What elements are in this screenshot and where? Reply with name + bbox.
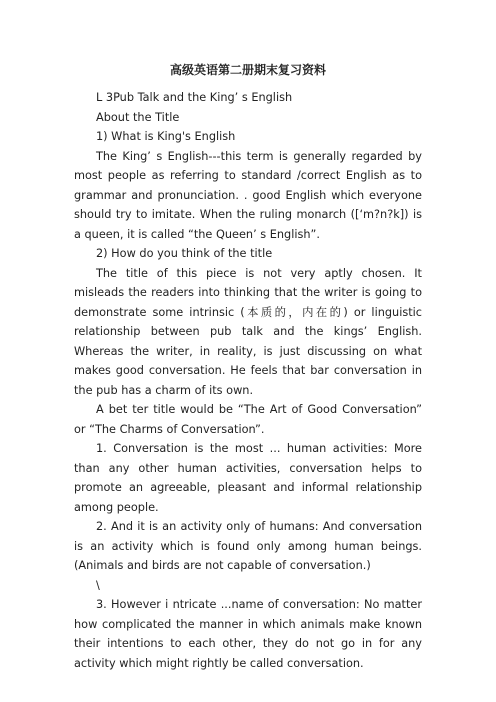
note-3-paragraph: 3. However i ntricate ...name of conversation: No matter how complicated the manner in which animals make known their intentions to each other, they do not go in for any activity which might rightly be called conversation.: [74, 598, 422, 670]
question-2-heading: 2) How do you think of the title: [96, 247, 273, 260]
lesson-heading: L 3Pub Talk and the King’ s English: [96, 91, 293, 104]
better-title-paragraph: A bet ter title would be “The Art of Good Conversation” or “The Charms of Conversation”.: [74, 403, 422, 436]
section-heading-title: About the Title: [96, 110, 180, 124]
stray-backslash: \: [96, 578, 100, 592]
title-critique-paragraph: The title of this piece is not very aptly chosen. It misleads the readers into thinking that the writer is going to demonstrate some intrinsic (本质的，内在的) or linguistic relationship between pub talk and the kings’ English. Whereas the writer, in reality, is just discussing on what makes good conversation. He feels that bar conversation in the pub has a charm of its own.: [74, 266, 422, 397]
question-1-heading: 1) What is King's English: [96, 130, 236, 143]
note-2-paragraph: 2. And it is an activity only of humans: And conversation is an activity which is found only among human beings. (Animals and birds are not capable of conversation.): [74, 520, 422, 572]
kings-english-paragraph: The King’ s English---this term is generally regarded by most people as referring to standard /correct English as to grammar and pronunciation. . good English which everyone should try to imitate. When the ruling monarch ([‘m?n?k]) is a queen, it is called “the Queen’ s English”.: [74, 149, 422, 241]
note-1-paragraph: 1. Conversation is the most ... human activities: More than any other human activities, conversation helps to promote an agreeable, pleasant and informal relationship among people.: [74, 442, 422, 514]
document-title: 高级英语第二册期末复习资料: [169, 63, 326, 77]
